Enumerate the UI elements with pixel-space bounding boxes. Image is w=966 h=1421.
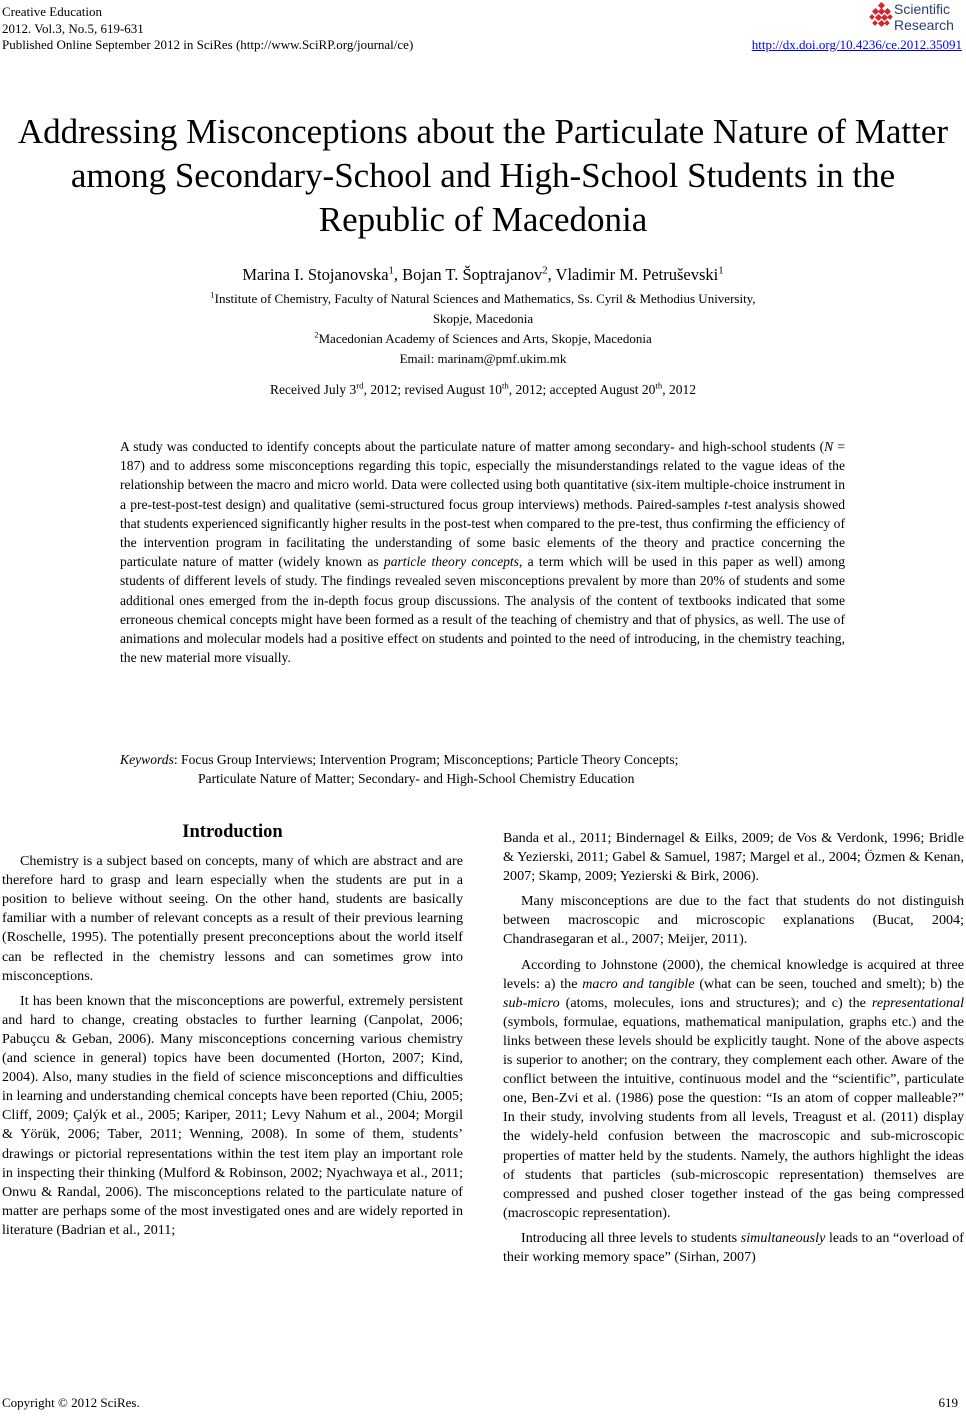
right-column (503, 829, 964, 1273)
author-list: Marina I. Stojanovska$^1$, Bojan T. Šoptrajanov$^2$, Vladimir M. Petruševski$^1$ (242, 264, 724, 284)
paragraph: It has been known that the misconceptions are powerful, extremely persistent and hard to change, creating obstacles to further learning (Canpolat, 2006; Pabuçcu & Geban, 2006). Many misconceptions concerning various chemistry (and science in general) topics have been documented (Horton, 2007; Kind, 2004). Also, many studies in the field of science misconceptions and difficulties in learning and understanding chemical concepts have been reported (Chiu, 2005; Cliff, 2009; Çalýk et al., 2005; Kariper, 2011; Levy Nahum et al., 2004; Morgil & Yörük, 2006; Taber, 2011; Wenning, 2008). In some of them, students’ drawings or pictorial representations within the test item play an important role in inspecting their thinking (Mulford & Robinson, 2002; Nyachwaya et al., 2011; Onwu & Randal, 2006). The misconceptions related to the particulate nature of matter are perhaps some of the most investigated ones and are widely reported in literature (Badrian et al., 2011; (2, 992, 463, 1238)
keywords-label: Keywords (120, 752, 174, 767)
left-column (2, 823, 463, 1246)
section-heading-introduction: Introduction (182, 822, 283, 842)
journal-name: Creative Education (2, 4, 102, 19)
paragraph: According to Johnstone (2000), the chemical knowledge is acquired at three levels: a) the macro and tangible (what can be seen, touched and smelt); b) the sub-micro (atoms, molecules, ions and structures); and c) the representational (symbols, formulae, equations, mathematical manipulation, graphs etc.) and the links between these levels should be explicitly taught. None of the above aspects is superior to another; on the contrary, they complement each other. Aware of the conflict between the intuitive, continuous model and the “scientific”, particulate one, Ben-Zvi et al. (1986) pose the question: “Is an atom of copper malleable?” In their study, involving students from all levels, Treagust et al. (2011) display the widely-held confusion between the macroscopic and sub-microscopic properties of matter held by the students. Namely, the authors highlight the ideas of students that particles (sub-microscopic representation) themselves are compressed and pushed closer together instead of the gas being compressed (macroscopic representation). (503, 956, 964, 1221)
copyright-notice: Copyright © 2012 SciRes. (2, 1395, 140, 1410)
page-number: 619 (938, 1395, 958, 1410)
doi-link[interactable]: http://dx.doi.org/10.4236/ce.2012.35091 (751, 37, 962, 52)
affiliation-1-city: Skopje, Macedonia (432, 311, 534, 326)
paragraph: Chemistry is a subject based on concepts, many of which are abstract and are therefore hard to grasp and learn especially when the students are put in a position to believe without seeing. On the other hand, students are basically familiar with a number of relevant concepts as a result of their previous learning (Roschelle, 1995). The potentially present preconceptions about the world itself can be reflected in the chemistry lessons and can sometimes grow into misconceptions. (2, 853, 463, 984)
paragraph: Banda et al., 2011; Bindernagel & Eilks, 2009; de Vos & Verdonk, 1996; Bridle & Yezierski, 2011; Gabel & Samuel, 1987; Margel et al., 2004; Özmen & Kenan, 2007; Skamp, 2009; Yezierski & Birk, 2006). (503, 830, 964, 885)
logo-mark-icon (868, 2, 894, 30)
keywords: Keywords: Focus Group Interviews; Intervention Program; Misconceptions; Particle Theory Concepts; Particulate Nature of Matter; Secondary- and High-School Chemistry Education (120, 752, 679, 786)
affiliations (0, 289, 966, 369)
paragraph: Many misconceptions are due to the fact that students do not distinguish between macroscopic and microscopic explanations (Bucat, 2004; Chandrasegaran et al., 2007; Meijer, 2011). (503, 893, 964, 948)
abstract: A study was conducted to identify concepts about the particulate nature of matter among secondary- and high-school students (N = 187) and to address some misconceptions regarding this topic, especially the misunderstandings related to the vague ideas of the relationship between the macro and micro world. Data were collected using both quantitative (six-item multiple-choice instrument in a pre-test-post-test design) and qualitative (semi-structured focus group interviews) methods. Paired-samples t-test analysis showed that students experienced significantly higher results in the post-test when compared to the pre-test, thus confirming the efficiency of the intervention program in facilitating the understanding of some basic elements of the theory and practice concerning the particulate nature of matter (widely known as particle theory concepts, a term which will be used in this paper as well) among students of different levels of study. The findings revealed seven misconceptions prevalent by more than 20% of students and some additional ones emerged from the in-depth focus group discussions. The analysis of the content of textbooks indicated that some erroneous chemical concepts might have been formed as a result of the teaching of chemistry and that of physics, as well. The use of animations and molecular models had a positive effect on students and pointed to the need of introducing, in the chemistry teaching, the new material more visually. (120, 439, 846, 666)
logo-wordmark: Scientific Research (894, 1, 954, 33)
paper-title: Addressing Misconceptions about the Particulate Nature of Matter among Secondary-School and High-School Students in the Republic of Macedonia (17, 112, 949, 239)
scientific-research-logo (868, 2, 964, 36)
paragraph: Introducing all three levels to students simultaneously leads to an “overload of their working memory space” (Sirhan, 2007) (503, 1229, 964, 1265)
journal-header (2, 4, 413, 54)
received-dates: Received July 3rd, 2012; revised August 10th, 2012; accepted August 20th, 2012 (270, 380, 696, 397)
journal-volume: 2012. Vol.3, No.5, 619-631 (2, 20, 144, 36)
affiliation-2: $^2$Macedonian Academy of Sciences and Arts, Skopje, Macedonia (314, 329, 652, 346)
contact-email: Email: marinam@pmf.ukim.mk (399, 351, 567, 366)
affiliation-1: $^1$Institute of Chemistry, Faculty of Natural Sciences and Mathematics, Ss. Cyril & Methodius University, (210, 289, 756, 306)
publication-info: Published Online September 2012 in SciRes (http://www.SciRP.org/journal/ce) (2, 37, 414, 52)
